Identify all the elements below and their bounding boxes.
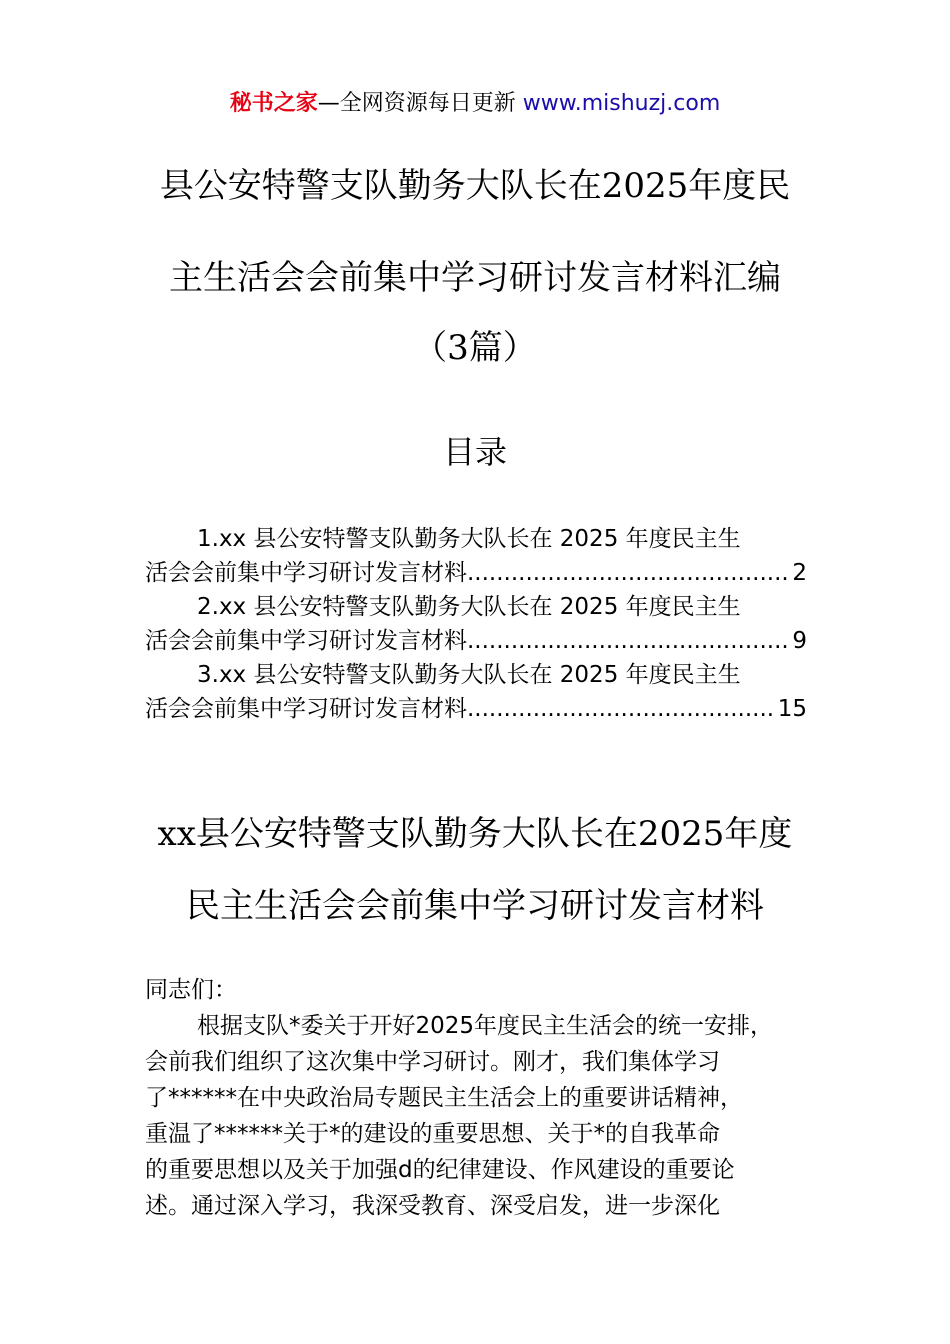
toc-entry-title: 2.xx 县公安特警支队勤务大队长在 2025 年度民主生 <box>197 594 741 620</box>
document-title-line-1: 县公安特警支队勤务大队长在2025年度民 <box>159 166 791 206</box>
site-header <box>0 88 950 120</box>
toc-heading: 目录 <box>442 433 507 471</box>
article-title-line-1: xx县公安特警支队勤务大队长在2025年度 <box>157 814 793 854</box>
toc-entry-title-cont: 活会会前集中学习研讨发言材料 <box>145 628 467 654</box>
document-title-line-3: （3篇） <box>413 328 537 368</box>
toc-page-number: 2 <box>792 560 807 586</box>
body-line: 的重要思想以及关于加强d的纪律建设、作风建设的重要论 <box>145 1157 735 1183</box>
toc-entry-1[interactable] <box>145 522 807 590</box>
toc-leader-dots <box>467 624 790 658</box>
brand-name: 秘书之家 <box>229 91 318 116</box>
toc-entry-title: 3.xx 县公安特警支队勤务大队长在 2025 年度民主生 <box>197 662 741 688</box>
toc-leader-dots <box>467 692 776 726</box>
table-of-contents <box>145 522 807 726</box>
header-slogan: —全网资源每日更新 <box>317 91 516 116</box>
toc-entry-3[interactable] <box>145 658 807 726</box>
body-line: 述。通过深入学习，我深受教育、深受启发，进一步深化 <box>145 1193 720 1219</box>
toc-entry-title: 1.xx 县公安特警支队勤务大队长在 2025 年度民主生 <box>197 526 741 552</box>
toc-page-number: 15 <box>777 696 807 722</box>
body-paragraph <box>145 1008 807 1224</box>
document-title-line-2: 主生活会会前集中学习研讨发言材料汇编 <box>169 258 781 298</box>
toc-page-number: 9 <box>792 628 807 654</box>
toc-entry-title-cont: 活会会前集中学习研讨发言材料 <box>145 560 467 586</box>
salutation: 同志们： <box>145 977 237 1003</box>
site-url-link[interactable]: www.mishuzj.com <box>522 91 721 116</box>
article-title-line-2: 民主生活会会前集中学习研讨发言材料 <box>186 886 764 926</box>
toc-entry-title-cont: 活会会前集中学习研讨发言材料 <box>145 696 467 722</box>
toc-leader-dots <box>467 556 790 590</box>
body-line: 了******在中央政治局专题民主生活会上的重要讲话精神， <box>145 1085 743 1111</box>
body-line: 会前我们组织了这次集中学习研讨。刚才，我们集体学习 <box>145 1049 720 1075</box>
body-line: 重温了******关于*的建设的重要思想、关于*的自我革命 <box>145 1121 720 1147</box>
body-line: 根据支队*委关于开好2025年度民主生活会的统一安排， <box>197 1013 774 1039</box>
toc-entry-2[interactable] <box>145 590 807 658</box>
